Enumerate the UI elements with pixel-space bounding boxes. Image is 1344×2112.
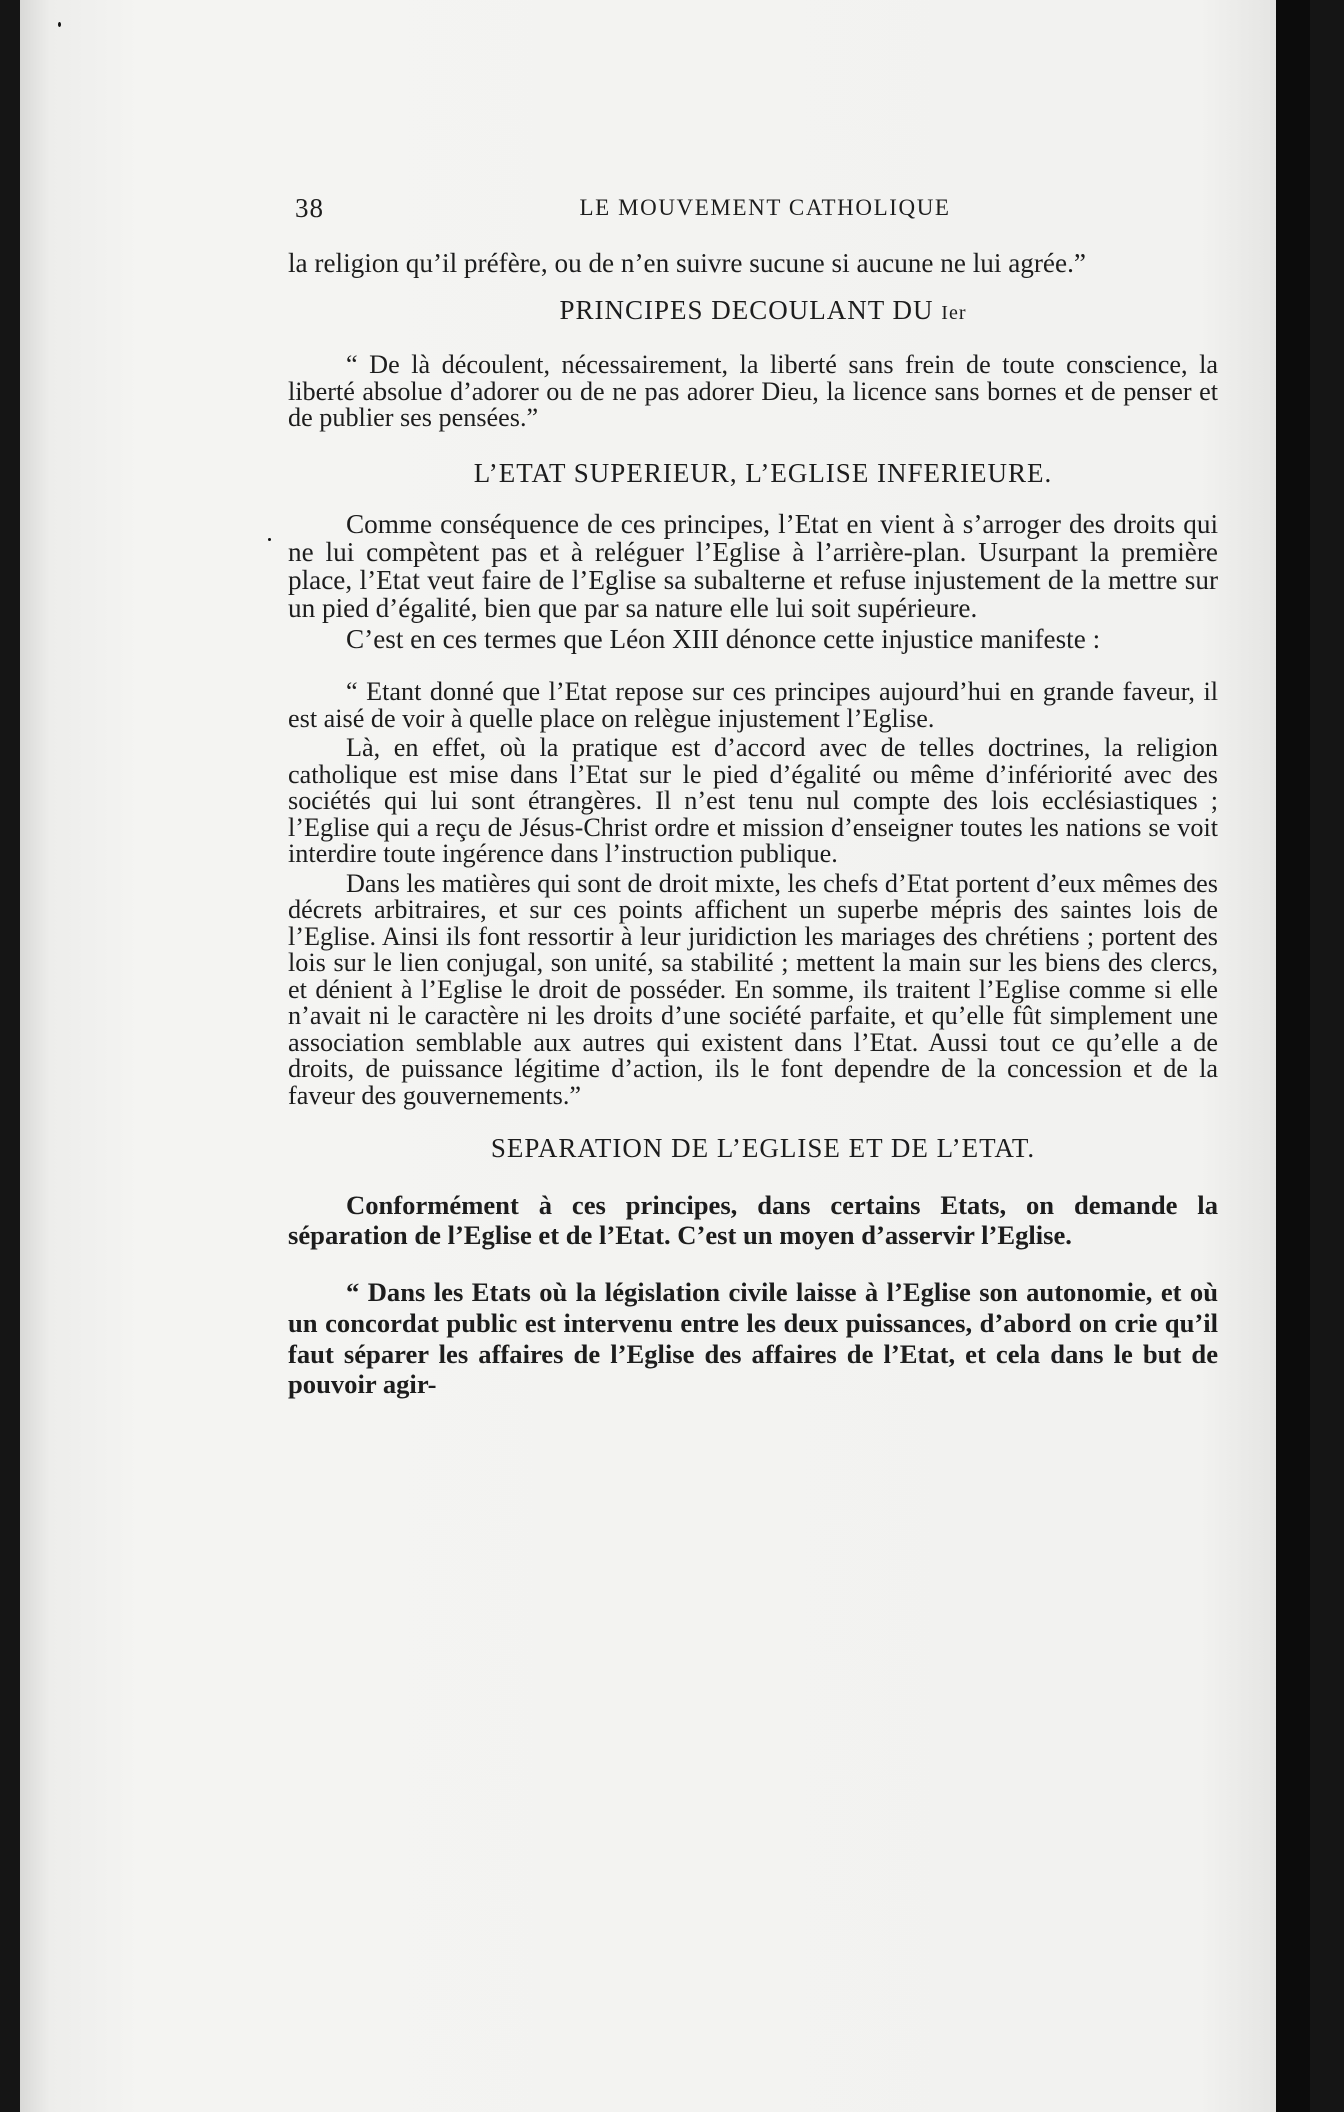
scan-speck — [268, 538, 271, 541]
section-heading-separation: SEPARATION DE L’EGLISE ET DE L’ETAT. — [490, 1133, 1036, 1163]
bold-quote-paragraph: “ Dans les Etats où la législation civile laisse à l’Eglise son autonomie, et où un concordat public est intervenu entre les deux puissances, d’abord on crie qu’il faut séparer les affaires de l’Eglise des affaires de l’Etat, et cela dans le but de pouvoir agir- — [288, 1277, 1218, 1400]
quote-paragraph: Dans les matières qui sont de droit mixte, les chefs d’Etat portent d’eux mêmes des décrets arbitraires, et sur ces points affichent un superbe mépris des saintes lois de l’Eglise. Ainsi ils font ressortir à leur juridiction les mariages des chrétiens ; portent des lois sur le lien conjugal, son unité, sa stabilité ; mettent la main sur les biens des clercs, et dénient à l’Eglise le droit de posséder. En somme, ils traitent l’Eglise comme si elle n’avait ni le caractère ni les droits d’une société parfaite, et qu’elle fût simplement une association semblable aux autres qui existent dans l’Etat. Aussi tout ce qu’elle a de droits, de puissance légitime d’action, ils le font dependre de la concession et de la faveur des gouvernements.” — [288, 868, 1218, 1110]
paragraph: Comme conséquence de ces principes, l’Etat en vient à s’arroger des droits qui ne lui compètent pas et à reléguer l’Eglise à l’arrière-plan. Usurpant la première place, l’Etat veut faire de l’Eglise sa subalterne et refuse injustement de la mettre sur un pied d’égalité, bien que par sa nature elle lui soit supérieure. — [288, 509, 1218, 623]
running-head — [270, 193, 1220, 227]
paragraph-continued: la religion qu’il préfère, ou de n’en suivre sucune si aucune ne lui agrée.” — [288, 248, 1086, 278]
quote-paragraph: Là, en effet, où la pratique est d’accord avec de telles doctrines, la religion catholique est mise dans l’Etat sur le pied d’égalité ou même d’infériorité avec des sociétés qui lui sont étrangères. Il n’est tenu nul compte des lois ecclésiastiques ; l’Eglise qui a reçu de Jésus-Christ ordre et mission d’enseigner toutes les nations se voit interdire toute ingérence dans l’instruction publique. — [288, 733, 1218, 868]
page-sheet — [20, 0, 1310, 2112]
scan-speck — [58, 22, 61, 27]
section-heading-etat-superieur: L’ETAT SUPERIEUR, L’EGLISE INFERIEURE. — [473, 457, 1053, 488]
body-text — [288, 250, 1218, 1400]
section-heading-principes — [288, 294, 1218, 327]
scan-edge-shadow — [1276, 0, 1310, 2112]
running-title: LE MOUVEMENT CATHOLIQUE — [579, 195, 951, 220]
page-number: 38 — [295, 193, 324, 223]
heading-ordinal: Ier — [941, 301, 967, 324]
quote-paragraph: “ Etant donné que l’Etat repose sur ces principes aujourd’hui en grande faveur, il est aisé de voir à quelle place on relègue injustement l’Eglise. — [288, 677, 1218, 733]
quote-paragraph: “ De là découlent, nécessairement, la liberté sans frein de toute conscience, la liberté absolue d’adorer ou de ne pas adorer Dieu, la licence sans bornes et de penser et de publier ses pensées.” — [288, 350, 1218, 432]
heading-text: PRINCIPES DECOULANT DU — [559, 294, 942, 325]
paragraph: C’est en ces termes que Léon XIII dénonce cette injustice manifeste : — [346, 624, 1101, 654]
bold-paragraph: Conformément à ces principes, dans certains Etats, on demande la séparation de l’Eglise et de l’Etat. C’est un moyen d’asservir l’Eglise. — [288, 1189, 1218, 1251]
